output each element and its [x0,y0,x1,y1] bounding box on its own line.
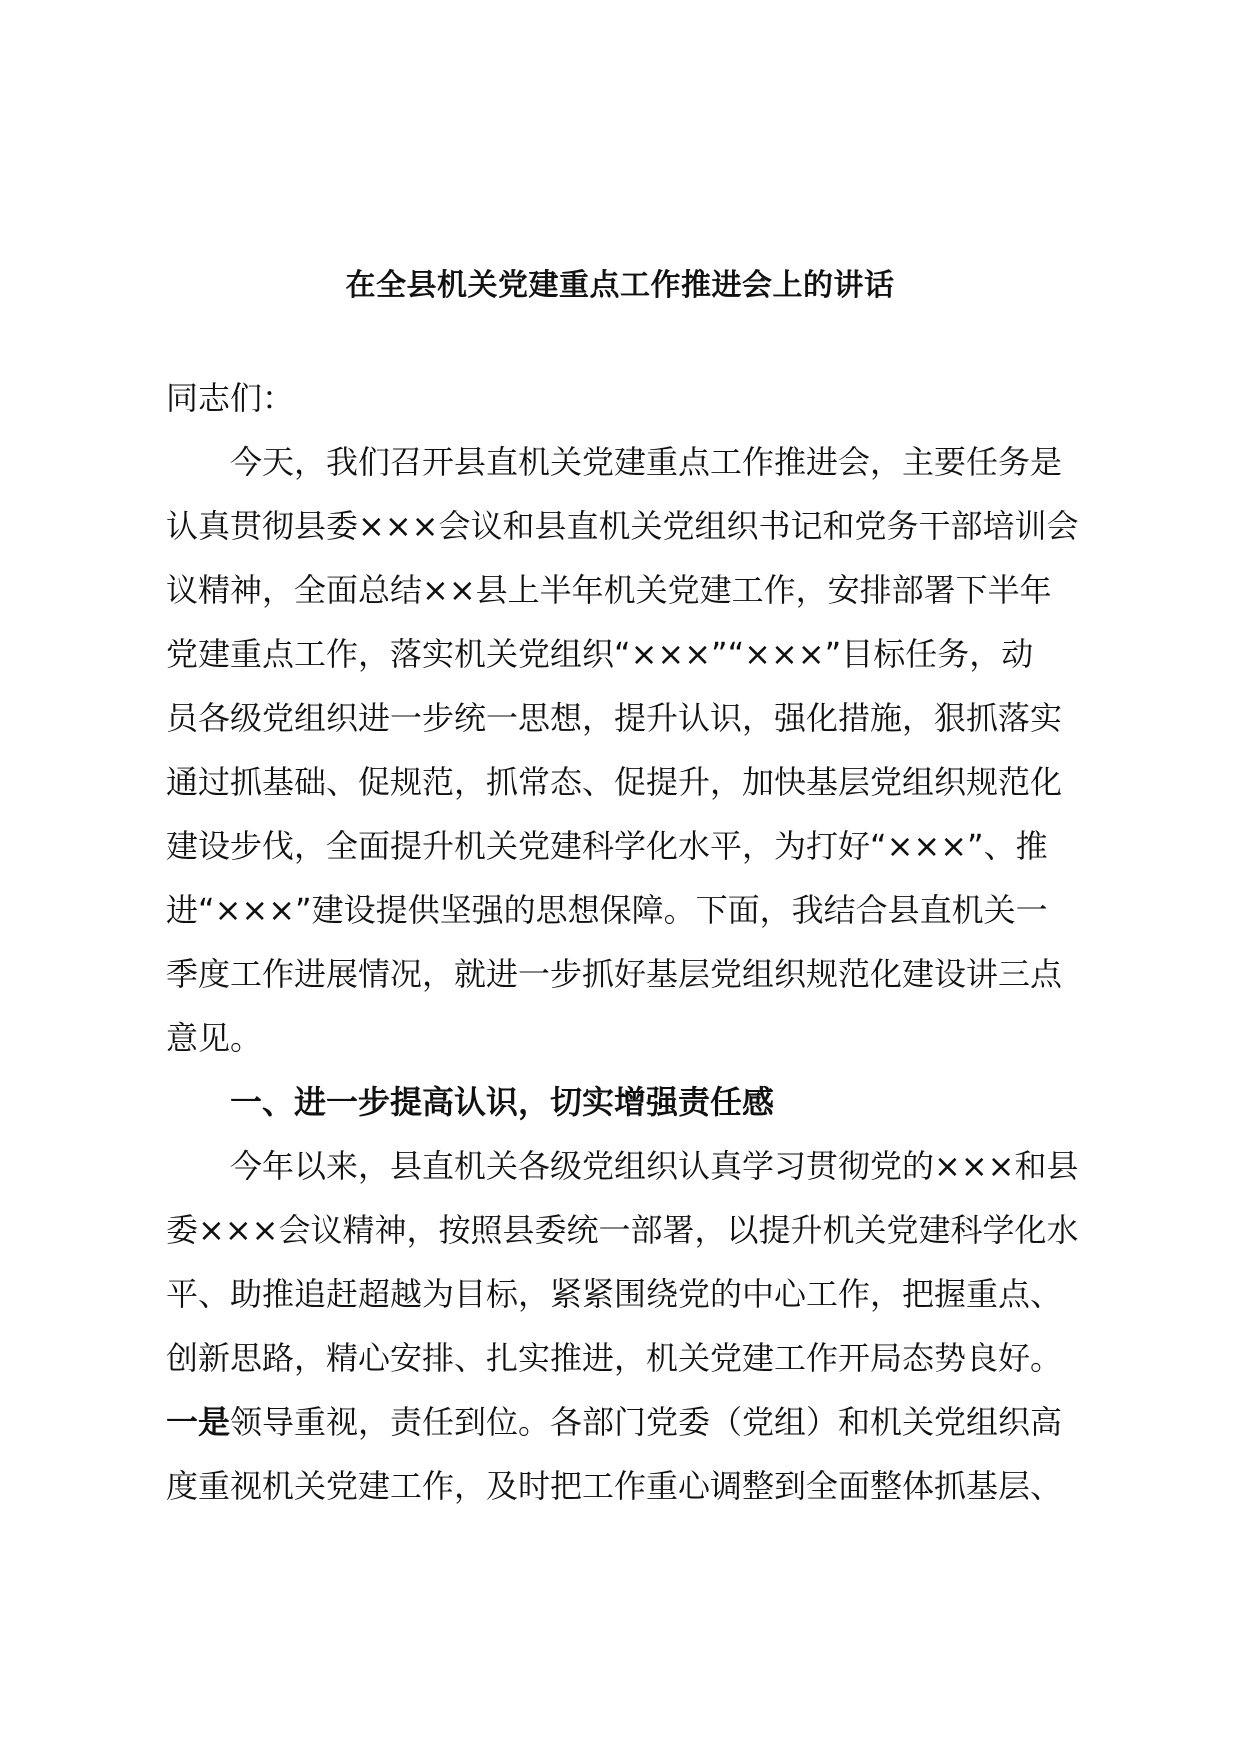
paragraph-line: 今天，我们召开县直机关党建重点工作推进会，主要任务是 [230,443,1063,481]
point-label: 一是 [166,1403,231,1441]
paragraph-line: 季度工作进展情况，就进一步抓好基层党组织规范化建设讲三点 [166,955,1063,993]
paragraph-line: 创新思路，精心安排、扎实推进，机关党建工作开局态势良好。 [166,1339,1063,1377]
greeting: 同志们： [166,379,295,417]
paragraph-line: 度重视机关党建工作，及时把工作重心调整到全面整体抓基层、 [166,1467,1063,1505]
paragraph-line: 委×××会议精神，按照县委统一部署，以提升机关党建科学化水 [166,1211,1079,1249]
document-title: 在全县机关党建重点工作推进会上的讲话 [345,268,895,303]
point-text: 领导重视，责任到位。各部门党委（党组）和机关党组织高 [230,1403,1063,1441]
paragraph-line: 今年以来，县直机关各级党组织认真学习贯彻党的×××和县 [230,1147,1079,1185]
paragraph-line: 意见。 [166,1019,263,1057]
paragraph-line: 进“×××”建设提供坚强的思想保障。下面，我结合县直机关一 [166,891,1048,929]
paragraph-line: 党建重点工作，落实机关党组织“×××”“×××”目标任务，动 [166,635,1034,673]
paragraph-line: 认真贯彻县委×××会议和县直机关党组织书记和党务干部培训会 [166,507,1079,545]
paragraph-line: 平、助推追赶超越为目标，紧紧围绕党的中心工作，把握重点、 [166,1275,1063,1313]
section-heading: 一、进一步提高认识，切实增强责任感 [230,1083,775,1121]
document-body [166,366,1112,1518]
point-line [166,1390,1112,1454]
paragraph-line: 员各级党组织进一步统一思想，提升认识，强化措施，狠抓落实 [166,699,1063,737]
paragraph-line: 建设步伐，全面提升机关党建科学化水平，为打好“×××”、推 [166,827,1048,865]
paragraph-line: 议精神，全面总结××县上半年机关党建工作，安排部署下半年 [166,571,1052,609]
paragraph-line: 通过抓基础、促规范，抓常态、促提升，加快基层党组织规范化 [166,763,1063,801]
